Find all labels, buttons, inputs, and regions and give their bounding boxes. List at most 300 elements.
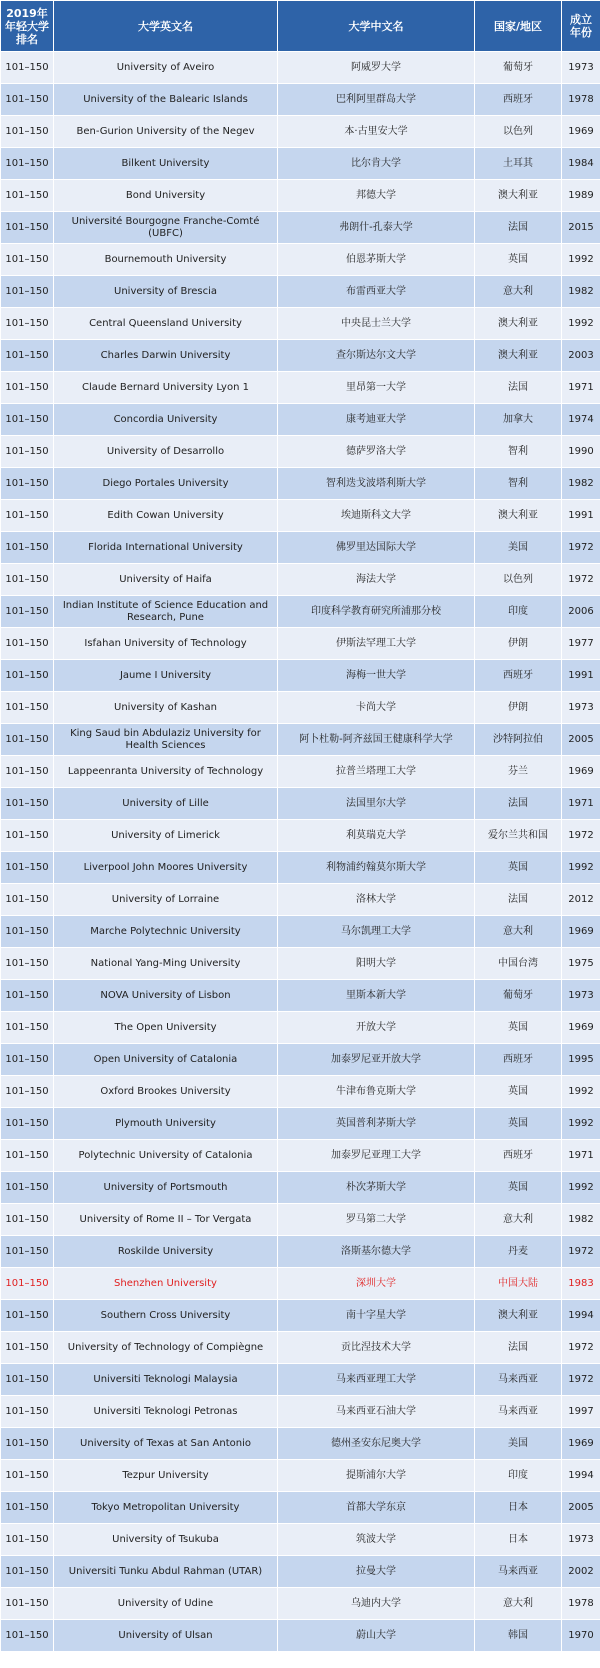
cell-founded-year: 2012: [562, 884, 600, 916]
cell-rank: 101–150: [1, 1044, 54, 1076]
cell-founded-year: 1977: [562, 628, 600, 660]
cell-rank: 101–150: [1, 436, 54, 468]
table-row: [1, 308, 600, 340]
table-header: [1, 1, 600, 52]
cell-rank: 101–150: [1, 244, 54, 276]
cell-rank: 101–150: [1, 1172, 54, 1204]
cell-rank: 101–150: [1, 948, 54, 980]
cell-english-name: Charles Darwin University: [54, 340, 278, 372]
cell-english-name: University of Limerick: [54, 820, 278, 852]
table-row: [1, 884, 600, 916]
table-row: [1, 660, 600, 692]
table-row: [1, 788, 600, 820]
cell-english-name: Plymouth University: [54, 1108, 278, 1140]
table-row: [1, 1236, 600, 1268]
table-row: [1, 212, 600, 244]
cell-country: 日本: [475, 1524, 562, 1556]
header-founded-year: 成立 年份: [562, 1, 600, 52]
cell-country: 伊朗: [475, 692, 562, 724]
cell-chinese-name: 巴利阿里群岛大学: [278, 84, 475, 116]
header-english-name: 大学英文名: [54, 1, 278, 52]
header-row: [1, 1, 600, 52]
cell-founded-year: 1982: [562, 1204, 600, 1236]
cell-founded-year: 1975: [562, 948, 600, 980]
cell-english-name: University of Aveiro: [54, 52, 278, 84]
table-row: [1, 1268, 600, 1300]
header-rank: 2019年 年轻大学 排名: [1, 1, 54, 52]
cell-founded-year: 1995: [562, 1044, 600, 1076]
cell-country: 英国: [475, 1108, 562, 1140]
cell-rank: 101–150: [1, 596, 54, 628]
cell-english-name: NOVA University of Lisbon: [54, 980, 278, 1012]
cell-rank: 101–150: [1, 1364, 54, 1396]
cell-founded-year: 2015: [562, 212, 600, 244]
cell-country: 韩国: [475, 1620, 562, 1652]
cell-english-name: Isfahan University of Technology: [54, 628, 278, 660]
cell-country: 西班牙: [475, 1044, 562, 1076]
cell-country: 美国: [475, 1428, 562, 1460]
cell-english-name: National Yang-Ming University: [54, 948, 278, 980]
cell-country: 英国: [475, 852, 562, 884]
cell-chinese-name: 加泰罗尼亚理工大学: [278, 1140, 475, 1172]
cell-founded-year: 1971: [562, 372, 600, 404]
cell-country: 马来西亚: [475, 1364, 562, 1396]
cell-chinese-name: 卡尚大学: [278, 692, 475, 724]
cell-english-name: Oxford Brookes University: [54, 1076, 278, 1108]
cell-english-name: University of Portsmouth: [54, 1172, 278, 1204]
cell-english-name: University of Ulsan: [54, 1620, 278, 1652]
cell-country: 日本: [475, 1492, 562, 1524]
cell-english-name: University of Technology of Compiègne: [54, 1332, 278, 1364]
cell-chinese-name: 埃迪斯科文大学: [278, 500, 475, 532]
table-row: [1, 980, 600, 1012]
cell-english-name: The Open University: [54, 1012, 278, 1044]
cell-country: 智利: [475, 468, 562, 500]
cell-country: 意大利: [475, 1204, 562, 1236]
cell-chinese-name: 里斯本新大学: [278, 980, 475, 1012]
cell-rank: 101–150: [1, 1492, 54, 1524]
cell-english-name: University of Lorraine: [54, 884, 278, 916]
cell-country: 法国: [475, 788, 562, 820]
cell-rank: 101–150: [1, 148, 54, 180]
cell-founded-year: 1973: [562, 52, 600, 84]
table-row: [1, 692, 600, 724]
cell-country: 澳大利亚: [475, 500, 562, 532]
table-row: [1, 500, 600, 532]
table-row: [1, 180, 600, 212]
cell-rank: 101–150: [1, 372, 54, 404]
cell-english-name: University of Lille: [54, 788, 278, 820]
table-row: [1, 1556, 600, 1588]
cell-rank: 101–150: [1, 980, 54, 1012]
cell-rank: 101–150: [1, 852, 54, 884]
cell-chinese-name: 马来西亚石油大学: [278, 1396, 475, 1428]
cell-country: 英国: [475, 1012, 562, 1044]
cell-english-name: Université Bourgogne Franche-Comté (UBFC): [54, 212, 278, 244]
cell-founded-year: 1972: [562, 820, 600, 852]
cell-rank: 101–150: [1, 180, 54, 212]
table-row: [1, 1364, 600, 1396]
cell-chinese-name: 阿威罗大学: [278, 52, 475, 84]
cell-chinese-name: 法国里尔大学: [278, 788, 475, 820]
cell-founded-year: 1989: [562, 180, 600, 212]
cell-chinese-name: 本·古里安大学: [278, 116, 475, 148]
cell-rank: 101–150: [1, 468, 54, 500]
cell-country: 意大利: [475, 916, 562, 948]
cell-english-name: Lappeenranta University of Technology: [54, 756, 278, 788]
cell-rank: 101–150: [1, 1428, 54, 1460]
cell-chinese-name: 洛林大学: [278, 884, 475, 916]
cell-founded-year: 1973: [562, 692, 600, 724]
cell-english-name: Universiti Tunku Abdul Rahman (UTAR): [54, 1556, 278, 1588]
cell-english-name: University of the Balearic Islands: [54, 84, 278, 116]
cell-english-name: Diego Portales University: [54, 468, 278, 500]
cell-rank: 101–150: [1, 884, 54, 916]
table-row: [1, 1204, 600, 1236]
cell-chinese-name: 查尔斯达尔文大学: [278, 340, 475, 372]
cell-chinese-name: 马来西亚理工大学: [278, 1364, 475, 1396]
cell-founded-year: 1970: [562, 1620, 600, 1652]
table-row: [1, 596, 600, 628]
cell-rank: 101–150: [1, 564, 54, 596]
table-row: [1, 52, 600, 84]
cell-country: 加拿大: [475, 404, 562, 436]
cell-founded-year: 1969: [562, 1012, 600, 1044]
cell-founded-year: 1972: [562, 564, 600, 596]
cell-founded-year: 1973: [562, 1524, 600, 1556]
cell-founded-year: 1992: [562, 1108, 600, 1140]
cell-founded-year: 1973: [562, 980, 600, 1012]
cell-english-name: Marche Polytechnic University: [54, 916, 278, 948]
cell-founded-year: 1978: [562, 1588, 600, 1620]
cell-rank: 101–150: [1, 276, 54, 308]
cell-country: 智利: [475, 436, 562, 468]
cell-english-name: Indian Institute of Science Education and Research, Pune: [54, 596, 278, 628]
table-row: [1, 564, 600, 596]
cell-country: 葡萄牙: [475, 980, 562, 1012]
cell-rank: 101–150: [1, 404, 54, 436]
table-row: [1, 1076, 600, 1108]
cell-founded-year: 1982: [562, 468, 600, 500]
cell-english-name: King Saud bin Abdulaziz University for Health Sciences: [54, 724, 278, 756]
cell-chinese-name: 弗朗什-孔泰大学: [278, 212, 475, 244]
cell-country: 中国台湾: [475, 948, 562, 980]
cell-english-name: Shenzhen University: [54, 1268, 278, 1300]
cell-country: 沙特阿拉伯: [475, 724, 562, 756]
cell-rank: 101–150: [1, 532, 54, 564]
cell-rank: 101–150: [1, 84, 54, 116]
table-row: [1, 852, 600, 884]
table-row: [1, 468, 600, 500]
table-row: [1, 1012, 600, 1044]
cell-founded-year: 1972: [562, 1236, 600, 1268]
table-row: [1, 1524, 600, 1556]
cell-english-name: Tokyo Metropolitan University: [54, 1492, 278, 1524]
cell-country: 马来西亚: [475, 1556, 562, 1588]
cell-rank: 101–150: [1, 340, 54, 372]
cell-chinese-name: 智利迭戈波塔利斯大学: [278, 468, 475, 500]
cell-chinese-name: 德萨罗洛大学: [278, 436, 475, 468]
cell-rank: 101–150: [1, 1588, 54, 1620]
cell-chinese-name: 比尔肯大学: [278, 148, 475, 180]
table-row: [1, 1396, 600, 1428]
cell-country: 西班牙: [475, 660, 562, 692]
cell-rank: 101–150: [1, 212, 54, 244]
cell-english-name: University of Texas at San Antonio: [54, 1428, 278, 1460]
cell-english-name: Concordia University: [54, 404, 278, 436]
cell-founded-year: 1994: [562, 1300, 600, 1332]
table-row: [1, 948, 600, 980]
cell-english-name: Jaume I University: [54, 660, 278, 692]
cell-rank: 101–150: [1, 660, 54, 692]
header-chinese-name: 大学中文名: [278, 1, 475, 52]
cell-founded-year: 2005: [562, 724, 600, 756]
cell-chinese-name: 贡比涅技术大学: [278, 1332, 475, 1364]
cell-founded-year: 2006: [562, 596, 600, 628]
cell-founded-year: 1971: [562, 1140, 600, 1172]
cell-chinese-name: 伊斯法罕理工大学: [278, 628, 475, 660]
cell-chinese-name: 佛罗里达国际大学: [278, 532, 475, 564]
cell-founded-year: 1984: [562, 148, 600, 180]
table-row: [1, 84, 600, 116]
cell-rank: 101–150: [1, 1268, 54, 1300]
cell-chinese-name: 蔚山大学: [278, 1620, 475, 1652]
cell-chinese-name: 筑波大学: [278, 1524, 475, 1556]
cell-chinese-name: 德州圣安东尼奥大学: [278, 1428, 475, 1460]
cell-founded-year: 1991: [562, 660, 600, 692]
cell-english-name: University of Brescia: [54, 276, 278, 308]
cell-rank: 101–150: [1, 1332, 54, 1364]
cell-rank: 101–150: [1, 692, 54, 724]
cell-country: 美国: [475, 532, 562, 564]
cell-country: 澳大利亚: [475, 340, 562, 372]
cell-english-name: Polytechnic University of Catalonia: [54, 1140, 278, 1172]
cell-country: 土耳其: [475, 148, 562, 180]
cell-country: 西班牙: [475, 1140, 562, 1172]
cell-country: 印度: [475, 596, 562, 628]
cell-english-name: Roskilde University: [54, 1236, 278, 1268]
cell-english-name: Bond University: [54, 180, 278, 212]
table-row: [1, 276, 600, 308]
table-row: [1, 436, 600, 468]
cell-chinese-name: 阳明大学: [278, 948, 475, 980]
cell-country: 英国: [475, 244, 562, 276]
cell-english-name: Bilkent University: [54, 148, 278, 180]
cell-country: 意大利: [475, 1588, 562, 1620]
cell-rank: 101–150: [1, 820, 54, 852]
cell-country: 丹麦: [475, 1236, 562, 1268]
cell-founded-year: 1982: [562, 276, 600, 308]
cell-rank: 101–150: [1, 500, 54, 532]
cell-founded-year: 1992: [562, 852, 600, 884]
cell-founded-year: 1983: [562, 1268, 600, 1300]
cell-country: 澳大利亚: [475, 1300, 562, 1332]
cell-rank: 101–150: [1, 1300, 54, 1332]
cell-chinese-name: 阿卜杜勒-阿齐兹国王健康科学大学: [278, 724, 475, 756]
cell-chinese-name: 开放大学: [278, 1012, 475, 1044]
cell-rank: 101–150: [1, 788, 54, 820]
table-row: [1, 1428, 600, 1460]
table-row: [1, 404, 600, 436]
cell-chinese-name: 拉曼大学: [278, 1556, 475, 1588]
cell-english-name: Open University of Catalonia: [54, 1044, 278, 1076]
table-row: [1, 628, 600, 660]
cell-chinese-name: 牛津布鲁克斯大学: [278, 1076, 475, 1108]
header-country: 国家/地区: [475, 1, 562, 52]
cell-rank: 101–150: [1, 1396, 54, 1428]
cell-founded-year: 1972: [562, 1332, 600, 1364]
cell-chinese-name: 海梅一世大学: [278, 660, 475, 692]
cell-founded-year: 1992: [562, 1076, 600, 1108]
table-row: [1, 340, 600, 372]
cell-chinese-name: 康考迪亚大学: [278, 404, 475, 436]
cell-english-name: Tezpur University: [54, 1460, 278, 1492]
cell-chinese-name: 深圳大学: [278, 1268, 475, 1300]
cell-founded-year: 1990: [562, 436, 600, 468]
cell-rank: 101–150: [1, 1556, 54, 1588]
table-row: [1, 1460, 600, 1492]
cell-country: 西班牙: [475, 84, 562, 116]
cell-chinese-name: 布雷西亚大学: [278, 276, 475, 308]
cell-country: 法国: [475, 372, 562, 404]
cell-country: 澳大利亚: [475, 180, 562, 212]
cell-rank: 101–150: [1, 308, 54, 340]
cell-rank: 101–150: [1, 628, 54, 660]
cell-english-name: University of Udine: [54, 1588, 278, 1620]
cell-english-name: Universiti Teknologi Petronas: [54, 1396, 278, 1428]
cell-rank: 101–150: [1, 1108, 54, 1140]
cell-english-name: University of Kashan: [54, 692, 278, 724]
cell-founded-year: 1969: [562, 756, 600, 788]
cell-country: 法国: [475, 884, 562, 916]
table-row: [1, 1300, 600, 1332]
cell-country: 意大利: [475, 276, 562, 308]
table-row: [1, 724, 600, 756]
table-row: [1, 148, 600, 180]
cell-chinese-name: 朴次茅斯大学: [278, 1172, 475, 1204]
cell-rank: 101–150: [1, 52, 54, 84]
cell-chinese-name: 提斯浦尔大学: [278, 1460, 475, 1492]
cell-english-name: Florida International University: [54, 532, 278, 564]
cell-founded-year: 1992: [562, 308, 600, 340]
cell-founded-year: 1972: [562, 532, 600, 564]
cell-chinese-name: 罗马第二大学: [278, 1204, 475, 1236]
cell-founded-year: 2005: [562, 1492, 600, 1524]
cell-rank: 101–150: [1, 756, 54, 788]
cell-founded-year: 1969: [562, 1428, 600, 1460]
cell-chinese-name: 马尔凯理工大学: [278, 916, 475, 948]
cell-founded-year: 1969: [562, 116, 600, 148]
cell-rank: 101–150: [1, 1012, 54, 1044]
cell-founded-year: 1994: [562, 1460, 600, 1492]
cell-english-name: Liverpool John Moores University: [54, 852, 278, 884]
cell-country: 澳大利亚: [475, 308, 562, 340]
cell-country: 爱尔兰共和国: [475, 820, 562, 852]
cell-english-name: University of Haifa: [54, 564, 278, 596]
cell-english-name: Claude Bernard University Lyon 1: [54, 372, 278, 404]
cell-english-name: University of Rome II – Tor Vergata: [54, 1204, 278, 1236]
table-row: [1, 116, 600, 148]
cell-rank: 101–150: [1, 1460, 54, 1492]
cell-chinese-name: 利莫瑞克大学: [278, 820, 475, 852]
cell-rank: 101–150: [1, 1524, 54, 1556]
cell-rank: 101–150: [1, 1140, 54, 1172]
table-row: [1, 1332, 600, 1364]
cell-country: 英国: [475, 1172, 562, 1204]
cell-english-name: Bournemouth University: [54, 244, 278, 276]
cell-founded-year: 2002: [562, 1556, 600, 1588]
cell-chinese-name: 乌迪内大学: [278, 1588, 475, 1620]
table-row: [1, 820, 600, 852]
cell-founded-year: 1971: [562, 788, 600, 820]
cell-chinese-name: 伯恩茅斯大学: [278, 244, 475, 276]
cell-founded-year: 1969: [562, 916, 600, 948]
cell-chinese-name: 中央昆士兰大学: [278, 308, 475, 340]
cell-english-name: Central Queensland University: [54, 308, 278, 340]
cell-english-name: University of Tsukuba: [54, 1524, 278, 1556]
cell-chinese-name: 加泰罗尼亚开放大学: [278, 1044, 475, 1076]
cell-founded-year: 1978: [562, 84, 600, 116]
cell-rank: 101–150: [1, 1236, 54, 1268]
cell-rank: 101–150: [1, 1620, 54, 1652]
cell-founded-year: 1972: [562, 1364, 600, 1396]
cell-country: 伊朗: [475, 628, 562, 660]
table-row: [1, 372, 600, 404]
table-row: [1, 1044, 600, 1076]
cell-chinese-name: 印度科学教育研究所浦那分校: [278, 596, 475, 628]
cell-english-name: University of Desarrollo: [54, 436, 278, 468]
cell-founded-year: 1974: [562, 404, 600, 436]
cell-chinese-name: 洛斯基尔德大学: [278, 1236, 475, 1268]
cell-english-name: Ben-Gurion University of the Negev: [54, 116, 278, 148]
cell-rank: 101–150: [1, 724, 54, 756]
table-row: [1, 916, 600, 948]
table-row: [1, 756, 600, 788]
cell-country: 法国: [475, 212, 562, 244]
cell-english-name: Southern Cross University: [54, 1300, 278, 1332]
cell-chinese-name: 拉普兰塔理工大学: [278, 756, 475, 788]
cell-country: 以色列: [475, 564, 562, 596]
cell-chinese-name: 海法大学: [278, 564, 475, 596]
cell-chinese-name: 首都大学东京: [278, 1492, 475, 1524]
cell-rank: 101–150: [1, 116, 54, 148]
cell-rank: 101–150: [1, 1204, 54, 1236]
cell-founded-year: 1991: [562, 500, 600, 532]
cell-chinese-name: 邦德大学: [278, 180, 475, 212]
table-row: [1, 1588, 600, 1620]
cell-founded-year: 1997: [562, 1396, 600, 1428]
cell-country: 葡萄牙: [475, 52, 562, 84]
cell-country: 中国大陆: [475, 1268, 562, 1300]
cell-rank: 101–150: [1, 916, 54, 948]
cell-country: 法国: [475, 1332, 562, 1364]
table-row: [1, 1620, 600, 1652]
cell-chinese-name: 英国普利茅斯大学: [278, 1108, 475, 1140]
cell-founded-year: 1992: [562, 1172, 600, 1204]
cell-english-name: Universiti Teknologi Malaysia: [54, 1364, 278, 1396]
cell-country: 芬兰: [475, 756, 562, 788]
cell-country: 印度: [475, 1460, 562, 1492]
table-row: [1, 1140, 600, 1172]
table-row: [1, 244, 600, 276]
table-body: [1, 52, 600, 1652]
cell-chinese-name: 里昂第一大学: [278, 372, 475, 404]
cell-english-name: Edith Cowan University: [54, 500, 278, 532]
table-row: [1, 1172, 600, 1204]
cell-country: 以色列: [475, 116, 562, 148]
cell-chinese-name: 利物浦约翰莫尔斯大学: [278, 852, 475, 884]
cell-country: 马来西亚: [475, 1396, 562, 1428]
